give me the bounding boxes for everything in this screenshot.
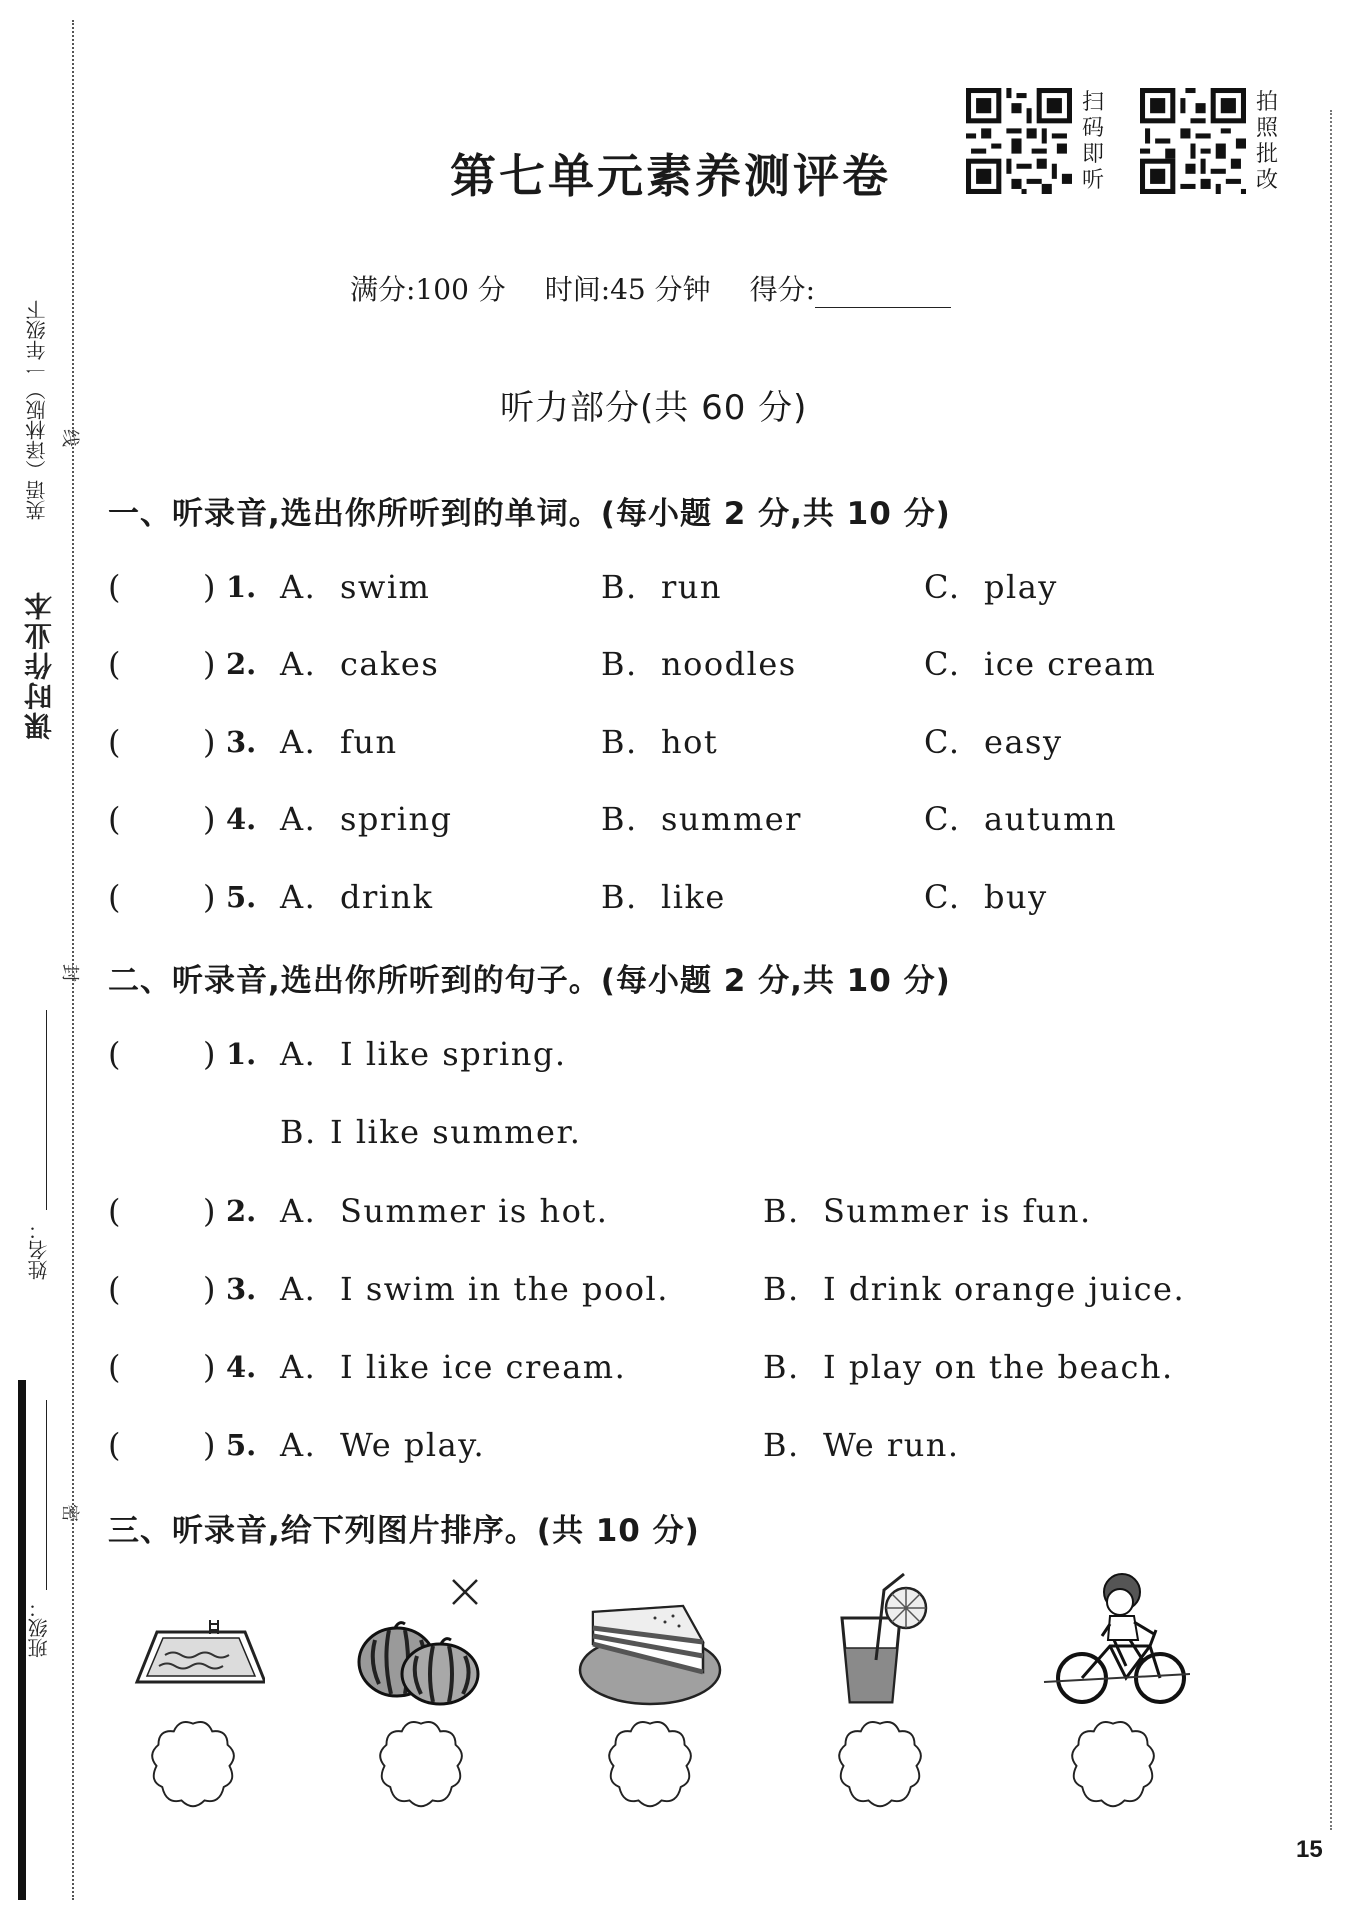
option-a: A. Summer is hot. <box>280 1192 609 1230</box>
page-title: 第七单元素养测评卷 <box>450 149 891 203</box>
s1-question-2: ( ) 2. A. cakes B. noodles C. ice cream <box>108 645 1157 683</box>
question-number: 5. <box>226 880 257 914</box>
option-b: B. Summer is fun. <box>763 1192 1092 1230</box>
option-c: C. play <box>924 568 1058 606</box>
exam-meta <box>350 268 981 308</box>
section2-title: 二、听录音,选出你所听到的句子。(每小题 2 分,共 10 分) <box>108 963 951 999</box>
question-number: 3. <box>226 1272 257 1306</box>
question-number: 5. <box>226 1428 257 1462</box>
margin-series: 课时作业本 <box>23 590 56 740</box>
page-number: 15 <box>1296 1836 1323 1863</box>
s2-question-1-option-b-row <box>108 1113 1208 1153</box>
qr-code-listen-icon[interactable] <box>966 88 1072 194</box>
margin-bar <box>18 1380 26 1900</box>
full-score: 满分:100 分 <box>350 273 506 306</box>
s1-question-5: ( ) 5. A. drink B. like C. buy <box>108 878 1048 916</box>
cut-mark-2: 封 <box>59 964 80 982</box>
qr-grade-label: 拍 照 批 改 <box>1255 90 1278 193</box>
order-answer-circle[interactable] <box>145 1716 241 1812</box>
qr-code-grade-icon[interactable] <box>1140 88 1246 194</box>
class-blank-line <box>46 1400 47 1590</box>
question-number: 2. <box>226 647 257 681</box>
qr-listen-label: 扫 码 即 听 <box>1081 90 1104 193</box>
right-dotted-line <box>1330 110 1332 1830</box>
option-a: A. swim <box>280 568 431 606</box>
option-c: C. buy <box>924 878 1048 916</box>
name-blank-line <box>46 1010 47 1210</box>
answer-blank[interactable]: ( <box>108 1192 121 1230</box>
binding-margin <box>0 0 80 1925</box>
option-a: A. spring <box>280 800 453 838</box>
time-limit: 时间:45 分钟 <box>544 273 711 306</box>
answer-blank[interactable]: ( <box>108 1270 121 1308</box>
question-number: 4. <box>226 802 257 836</box>
option-b: B. We run. <box>763 1426 960 1464</box>
s2-question-3: ( ) 3. A. I swim in the pool. B. I drink orange juice. <box>108 1270 1186 1308</box>
question-number: 2. <box>226 1194 257 1228</box>
s2-question-1: ( ) 1. A. I like spring. <box>108 1035 567 1073</box>
answer-blank[interactable]: ( <box>108 800 121 838</box>
score-blank[interactable] <box>815 277 951 308</box>
option-b: B. like <box>601 878 726 916</box>
cake-icon <box>575 1570 725 1710</box>
option-b: B. hot <box>601 723 719 761</box>
answer-blank[interactable]: ( <box>108 878 121 916</box>
answer-blank[interactable]: ( <box>108 1035 121 1073</box>
order-answer-circle[interactable] <box>602 1716 698 1812</box>
margin-subject: 英语（译林版）一年级下 <box>25 300 49 520</box>
margin-name-label: 姓名： <box>27 1220 51 1280</box>
option-b: B. noodles <box>601 645 797 683</box>
bike-icon <box>1040 1570 1190 1710</box>
option-a: A. fun <box>280 723 398 761</box>
margin-class-label: 班级： <box>27 1598 51 1658</box>
answer-blank[interactable]: ( <box>108 568 121 606</box>
question-number: 1. <box>226 570 257 604</box>
option-c: C. easy <box>924 723 1063 761</box>
answer-blank[interactable]: ( <box>108 1426 121 1464</box>
option-b: B. I like summer. <box>280 1113 582 1151</box>
cut-mark-1: 线 <box>59 429 80 447</box>
answer-blank[interactable]: ( <box>108 1348 121 1386</box>
option-b: B. summer <box>601 800 802 838</box>
option-a: A. cakes <box>280 645 440 683</box>
s2-question-2: ( ) 2. A. Summer is hot. B. Summer is fun. <box>108 1192 1092 1230</box>
s2-question-5: ( ) 5. A. We play. B. We run. <box>108 1426 960 1464</box>
watermelon-icon <box>345 1570 495 1710</box>
option-b: B. I play on the beach. <box>763 1348 1174 1386</box>
answer-blank[interactable]: ( <box>108 645 121 683</box>
option-c: C. ice cream <box>924 645 1157 683</box>
option-c: C. autumn <box>924 800 1118 838</box>
s1-question-1: ( ) 1. A. swim B. run C. play <box>108 568 1058 606</box>
cut-mark-3: 密 <box>59 1504 80 1522</box>
listening-part-title: 听力部分(共 60 分) <box>500 388 808 428</box>
answer-blank[interactable]: ( <box>108 723 121 761</box>
question-number: 4. <box>226 1350 257 1384</box>
option-a: A. I like spring. <box>280 1035 567 1073</box>
option-a: A. I swim in the pool. <box>280 1270 669 1308</box>
order-answer-circle[interactable] <box>1065 1716 1161 1812</box>
option-a: A. I like ice cream. <box>280 1348 627 1386</box>
s1-question-4: ( ) 4. A. spring B. summer C. autumn <box>108 800 1118 838</box>
juice-icon <box>808 1570 958 1710</box>
s1-question-3: ( ) 3. A. fun B. hot C. easy <box>108 723 1063 761</box>
option-b: B. run <box>601 568 723 606</box>
section1-title: 一、听录音,选出你所听到的单词。(每小题 2 分,共 10 分) <box>108 496 951 532</box>
option-b: B. I drink orange juice. <box>763 1270 1186 1308</box>
option-a: A. We play. <box>280 1426 486 1464</box>
order-answer-circle[interactable] <box>832 1716 928 1812</box>
s2-question-4: ( ) 4. A. I like ice cream. B. I play on the beach. <box>108 1348 1174 1386</box>
pool-icon <box>115 1570 265 1710</box>
question-number: 1. <box>226 1037 257 1071</box>
score-label: 得分: <box>749 273 815 306</box>
cut-line <box>72 20 74 1900</box>
section3-title: 三、听录音,给下列图片排序。(共 10 分) <box>108 1513 700 1549</box>
option-a: A. drink <box>280 878 434 916</box>
order-answer-circle[interactable] <box>373 1716 469 1812</box>
question-number: 3. <box>226 725 257 759</box>
